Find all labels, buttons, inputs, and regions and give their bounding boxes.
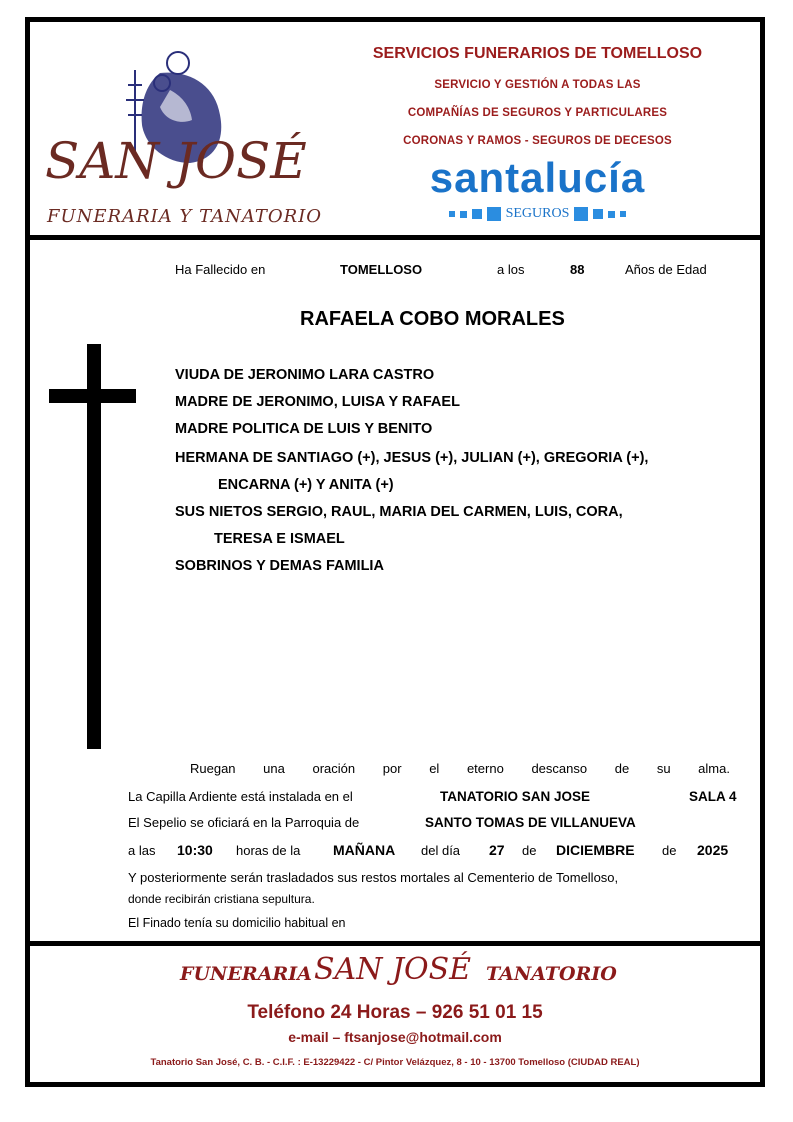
logo-name: SAN JOSÉ xyxy=(45,132,307,190)
footer-address: Tanatorio San José, C. B. - C.I.F. : E-13229422 - C/ Pintor Velázquez, 8 - 10 - 13700 Tomelloso (CIUDAD REAL) xyxy=(150,1057,640,1068)
chapel-place: TANATORIO SAN JOSE xyxy=(440,789,591,804)
footer-divider xyxy=(25,941,765,946)
domicile-line: El Finado tenía su domicilio habitual en xyxy=(128,916,346,930)
age-suffix: Años de Edad xyxy=(625,262,707,277)
ceremony-time: 10:30 xyxy=(177,842,213,858)
relative-line: MADRE POLITICA DE LUIS Y BENITO xyxy=(175,421,433,437)
footer-brand-left: FUNERARIA xyxy=(180,963,312,985)
relative-line: MADRE DE JERONIMO, LUISA Y RAFAEL xyxy=(175,394,460,410)
of-label: de xyxy=(662,843,677,858)
at-label: a las xyxy=(128,843,156,858)
of-label: de xyxy=(522,843,537,858)
died-in-label: Ha Fallecido en xyxy=(175,262,266,277)
ceremony-year: 2025 xyxy=(697,842,729,858)
header-line-1: SERVICIO Y GESTIÓN A TODAS LAS xyxy=(434,79,641,91)
ceremony-day: 27 xyxy=(489,842,505,858)
footer-brand-center: SAN JOSÉ xyxy=(314,952,472,987)
ceremony-period: MAÑANA xyxy=(333,842,396,858)
relative-line: SOBRINOS Y DEMAS FAMILIA xyxy=(175,558,384,574)
insurer-logo xyxy=(400,154,675,202)
hours-label: horas de la xyxy=(236,843,301,858)
place-of-death: TOMELLOSO xyxy=(340,262,423,277)
age-label: a los xyxy=(497,262,525,277)
cross-horizontal xyxy=(49,389,136,403)
logo-subtitle: FUNERARIA Y TANATORIO xyxy=(47,206,323,227)
ceremony-month: DICIEMBRE xyxy=(556,842,635,858)
prayer-line: Ruegan una oración por el eterno descanso de su alma. xyxy=(190,761,730,776)
transfer-line-2: donde recibirán cristiana sepultura. xyxy=(128,892,315,906)
relative-line: VIUDA DE JERONIMO LARA CASTRO xyxy=(175,367,435,383)
insurer-name: santalucía xyxy=(429,154,646,201)
footer-email: e-mail – ftsanjose@hotmail.com xyxy=(288,1029,502,1045)
transfer-line-1: Y posteriormente serán trasladados sus restos mortales al Cementerio de Tomelloso, xyxy=(128,870,619,885)
chapel-label: La Capilla Ardiente está instalada en el xyxy=(128,789,353,804)
chapel-room: SALA 4 xyxy=(689,789,737,804)
footer-phone: Teléfono 24 Horas – 926 51 01 15 xyxy=(247,1002,543,1023)
relative-line: ENCARNA (+) Y ANITA (+) xyxy=(218,477,394,493)
age-value: 88 xyxy=(570,262,585,277)
footer-brand-right: TANATORIO xyxy=(486,963,617,985)
parish-name: SANTO TOMAS DE VILLANUEVA xyxy=(425,815,636,830)
burial-label: El Sepelio se oficiará en la Parroquia de xyxy=(128,815,360,830)
header-divider xyxy=(25,235,765,240)
cross-vertical xyxy=(87,344,101,749)
header-title: SERVICIOS FUNERARIOS DE TOMELLOSO xyxy=(372,45,703,62)
relative-line: SUS NIETOS SERGIO, RAUL, MARIA DEL CARMEN, LUIS, CORA, xyxy=(175,504,623,520)
relative-line: TERESA E ISMAEL xyxy=(214,531,345,547)
header-line-3: CORONAS Y RAMOS - SEGUROS DE DECESOS xyxy=(403,135,672,147)
relative-line: HERMANA DE SANTIAGO (+), JESUS (+), JULIAN (+), GREGORIA (+), xyxy=(175,450,649,466)
header-line-2: COMPAÑÍAS DE SEGUROS Y PARTICULARES xyxy=(407,107,668,119)
insurer-bar xyxy=(405,205,670,223)
deceased-name: RAFAELA COBO MORALES xyxy=(300,308,565,330)
day-label: del día xyxy=(421,843,461,858)
insurer-subtitle: SEGUROS xyxy=(505,206,570,221)
